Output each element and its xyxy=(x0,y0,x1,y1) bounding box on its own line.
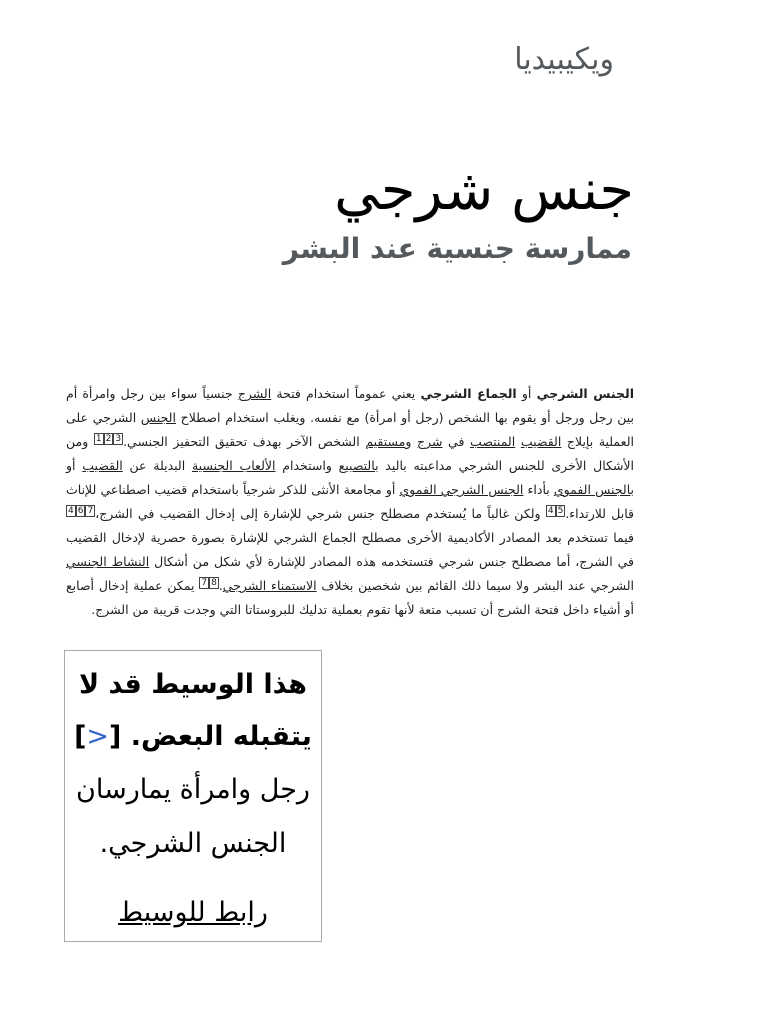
text-run: . xyxy=(218,578,223,593)
text-run: الشرجي على العملية بإيلاج xyxy=(66,410,634,449)
page-subtitle: ممارسة جنسية عند البشر xyxy=(282,232,632,265)
text-run: جنسياً سواء بين رجل وامرأة أم بين رجل ورجل أو يقوم بها الشخص (رجل أو امرأة) مع نفسه. ويغلب استخدام اصطلاح xyxy=(66,386,634,425)
reference-4[interactable]: 4 xyxy=(547,505,554,516)
text-run: و xyxy=(405,434,417,449)
media-warning-text xyxy=(71,659,315,763)
text-run: ومن الأشكال الأخرى للجنس الشرجي مداعبته باليد ب xyxy=(66,434,635,473)
media-warning-label: هذا الوسيط قد لا يتقبله البعض. xyxy=(79,669,312,752)
link-penis[interactable]: القضيب xyxy=(520,434,562,449)
text-run: بأداء xyxy=(523,482,554,497)
text-run: أو ب xyxy=(66,458,634,497)
link-oral-sex[interactable]: الجنس الفموي xyxy=(553,482,631,497)
text-run: البديلة عن xyxy=(122,458,192,473)
expand-bracket-open: [ xyxy=(109,721,122,752)
reference-1[interactable]: 1 xyxy=(95,433,102,444)
media-caption: رجل وامرأة يمارسان الجنس الشرجي. xyxy=(76,774,310,859)
text-run: أو مجامعة الأنثى للذكر شرجياً باستخدام قضيب اصطناعي للإناث قابل للارتداء. xyxy=(66,482,635,521)
link-penis-2[interactable]: القضيب xyxy=(82,458,123,473)
link-erection[interactable]: المنتصب xyxy=(470,434,516,449)
expand-bracket-close: ] xyxy=(74,721,87,752)
bold-term-anal-intercourse: الجماع الشرجي xyxy=(420,386,517,401)
link-rectum[interactable]: مستقيم xyxy=(365,434,406,449)
reference-6[interactable]: 6 xyxy=(77,505,84,516)
link-anus[interactable]: الشرج xyxy=(237,386,272,401)
text-run: أو xyxy=(516,386,537,401)
bold-term-anal-sex: الجنس الشرجي xyxy=(536,386,635,401)
expand-chevron-icon[interactable]: < xyxy=(86,721,110,752)
link-anal-masturbation[interactable]: الاستمناء الشرجي xyxy=(222,578,317,593)
page-title: جنس شرجي xyxy=(334,158,634,223)
link-sexual-activity[interactable]: النشاط الجنسي xyxy=(66,554,150,569)
text-run: يعني عموماً استخدام فتحة xyxy=(271,386,421,401)
reference-3[interactable]: 3 xyxy=(115,433,122,444)
text-run: ولكن غالباً ما يُستخدم مصطلح جنس شرجي للإشارة إلى إدخال القضيب في الشرج، xyxy=(95,506,546,521)
link-sex[interactable]: الجنس xyxy=(140,410,176,425)
reference-4b[interactable]: 4 xyxy=(68,505,74,516)
text-run: واستخدام xyxy=(275,458,339,473)
link-fingering[interactable]: التصبيع xyxy=(338,458,376,473)
reference-7[interactable]: 7 xyxy=(87,505,94,516)
text-run: في xyxy=(442,434,471,449)
media-link[interactable]: رابط للوسيط xyxy=(118,897,268,928)
reference-5[interactable]: 5 xyxy=(557,505,564,516)
link-anus-2[interactable]: شرج xyxy=(417,434,443,449)
text-run: فيما تستخدم بعد المصادر الأكاديمية الأخرى مصطلح الجماع الشرجي للإشارة بصورة حصرية لإدخال القضيب في الشرج، أما مصطلح جنس شرجي فتستخدمه هذه المصادر للإشارة لأي شكل من أشكال xyxy=(66,530,634,569)
text-run: الشخص الآخر بهدف تحقيق التحفيز الجنسي. xyxy=(123,434,366,449)
text-run: يمكن عملية إدخال أصابع أو أشياء داخل فتحة الشرج أن تسبب متعة لأنها تقوم بعملية تدليك للبروستاتا التي وجدت قريبة من الشرج. xyxy=(66,578,634,617)
reference-8[interactable]: 8 xyxy=(211,577,217,588)
wikipedia-logo[interactable]: ويكيبيديا xyxy=(514,42,614,77)
reference-2[interactable]: 2 xyxy=(105,433,112,444)
link-anilingus[interactable]: الجنس الشرجي الفموي xyxy=(399,482,524,497)
text-run: الشرجي عند البشر ولا سيما ذلك القائم بين شخصين بخلاف xyxy=(316,578,635,593)
media-warning-box xyxy=(64,650,322,942)
reference-7b[interactable]: 7 xyxy=(201,577,208,588)
link-sex-toys[interactable]: الألعاب الجنسية xyxy=(191,458,276,473)
article-paragraph xyxy=(66,382,634,622)
